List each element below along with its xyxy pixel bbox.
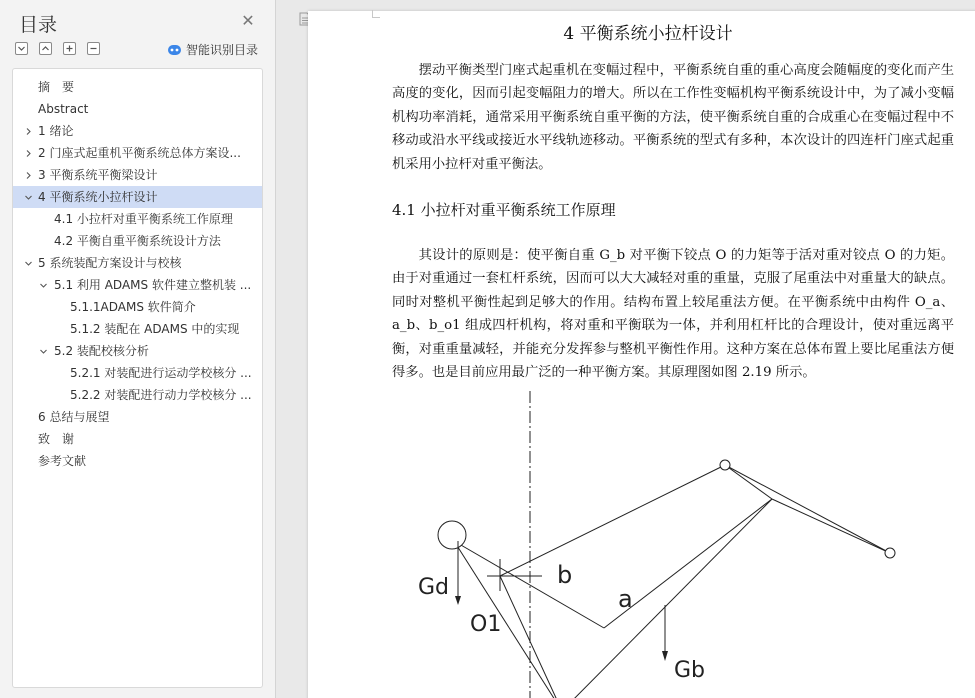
toc-item-label: 参考文献 (38, 454, 87, 468)
document-page (308, 11, 975, 698)
margin-marker (372, 10, 380, 18)
chevron-down-icon[interactable] (22, 186, 34, 208)
expand-all-icon[interactable] (39, 42, 52, 55)
toc-item-label: Abstract (38, 102, 89, 116)
label-o1: O1 (470, 612, 502, 637)
collapse-all-icon[interactable] (15, 42, 28, 55)
toc-item[interactable] (13, 76, 262, 98)
toc-panel (12, 68, 263, 688)
link-boom-right (725, 465, 890, 553)
toc-item-label: 4 平衡系统小拉杆设计 (38, 190, 158, 204)
toc-item-label: 5.1.2 装配在 ADAMS 中的实现 (70, 322, 240, 336)
chevron-right-icon[interactable] (22, 142, 34, 164)
toc-item-label: 致 谢 (38, 432, 75, 446)
toc-item[interactable] (13, 318, 262, 340)
joint-right (885, 548, 895, 558)
toc-item[interactable] (13, 384, 262, 406)
mechanism-diagram (392, 391, 975, 698)
add-heading-icon[interactable] (63, 42, 76, 55)
toc-item-label: 2 门座式起重机平衡系统总体方案设... (38, 146, 241, 160)
close-icon[interactable]: ✕ (241, 11, 255, 30)
chevron-down-icon[interactable] (37, 274, 49, 296)
smart-toc-label: 智能识别目录 (186, 42, 259, 57)
label-gb: Gb (674, 658, 706, 683)
link-o1 (500, 576, 562, 698)
toc-item[interactable] (13, 164, 262, 186)
remove-heading-icon[interactable] (87, 42, 100, 55)
toc-item-label: 5.2 装配校核分析 (54, 344, 149, 358)
toc-item-label: 4.1 小拉杆对重平衡系统工作原理 (54, 212, 233, 226)
toc-item-label: 5.1 利用 ADAMS 软件建立整机装 ... (54, 278, 252, 292)
section-heading: 4.1 小拉杆对重平衡系统工作原理 (392, 201, 616, 219)
sidebar-title: 目录 (19, 14, 58, 36)
chevron-down-icon[interactable] (22, 252, 34, 274)
link-upper (500, 465, 725, 576)
toc-item-label: 6 总结与展望 (38, 410, 110, 424)
toc-item-label: 5.2.2 对装配进行动力学校核分 ... (70, 388, 252, 402)
toc-item[interactable] (13, 428, 262, 450)
toc-item[interactable] (13, 186, 262, 208)
toc-item[interactable] (13, 362, 262, 384)
toc-item[interactable] (13, 340, 262, 362)
link-boom-lower (725, 465, 772, 499)
toc-item[interactable] (13, 120, 262, 142)
document-area (277, 0, 975, 698)
paragraph-intro: 摆动平衡类型门座式起重机在变幅过程中，平衡系统自重的重心高度会随幅度的变化而产生高度的变化，因而引起变幅阻力的增大。所以在工作性变幅机构平衡系统设计中，为了减小变幅机构功率消耗，通常采用平衡系统自重平衡的方法，使平衡系统自重的合成重心在变幅过程中不移动或沿水平线或接近水平线轨迹移动。平衡系统的型式有多种，本次设计的四连杆门座式起重机采用小拉杆对重平衡法。 (392, 63, 954, 172)
link-a2 (562, 499, 772, 698)
label-gd: Gd (418, 575, 450, 600)
link-boom-back (772, 499, 890, 553)
toc-item[interactable] (13, 142, 262, 164)
paragraph-principle: 其设计的原则是：使平衡自重 G_b 对平衡下铰点 O 的力矩等于活对重对铰点 O 的力矩。由于对重通过一套杠杆系统，因而可以大大减轻对重的重量，克服了尾重法中对重量大的缺点。同时对整机平衡性起到足够大的作用。结构布置上较尾重法方便。在平衡系统中由构件 O_a、a_b、b_o1 组成四杆机构，将对重和平衡联为一体，并利用杠杆比的合理设计，使对重远离平衡，对重重量减轻，并能充分发挥参与整机平衡性作用。这种方案在总体布置上要比尾重法方便得多。也是目前应用最广泛的一种平衡方案。其原理图如图 2.19 所示。 (392, 248, 954, 381)
toc-item[interactable] (13, 274, 262, 296)
toc-item[interactable] (13, 208, 262, 230)
label-b: b (557, 561, 573, 589)
label-a: a (618, 585, 633, 613)
toc-sidebar (0, 0, 276, 698)
counterweight-circle (438, 521, 466, 549)
toc-item[interactable] (13, 450, 262, 472)
toc-item[interactable] (13, 406, 262, 428)
toc-item-label: 4.2 平衡自重平衡系统设计方法 (54, 234, 221, 248)
toc-item-label: 3 平衡系统平衡梁设计 (38, 168, 158, 182)
toc-item[interactable] (13, 98, 262, 120)
chevron-down-icon[interactable] (37, 340, 49, 362)
toc-item-label: 5 系统装配方案设计与校核 (38, 256, 182, 270)
toc-item[interactable] (13, 296, 262, 318)
chapter-title: 4 平衡系统小拉杆设计 (563, 24, 733, 44)
joint-top (720, 460, 730, 470)
smart-toc-button[interactable] (167, 41, 258, 57)
chevron-right-icon[interactable] (22, 164, 34, 186)
robot-icon (167, 43, 182, 56)
toc-list (13, 76, 262, 472)
toc-item-label: 1 绪论 (38, 124, 74, 138)
toc-item-label: 5.2.1 对装配进行运动学校核分 ... (70, 366, 252, 380)
chevron-right-icon[interactable] (22, 120, 34, 142)
toc-item[interactable] (13, 252, 262, 274)
toc-item-label: 5.1.1ADAMS 软件简介 (70, 300, 196, 314)
toc-item[interactable] (13, 230, 262, 252)
toc-item-label: 摘 要 (38, 80, 75, 94)
